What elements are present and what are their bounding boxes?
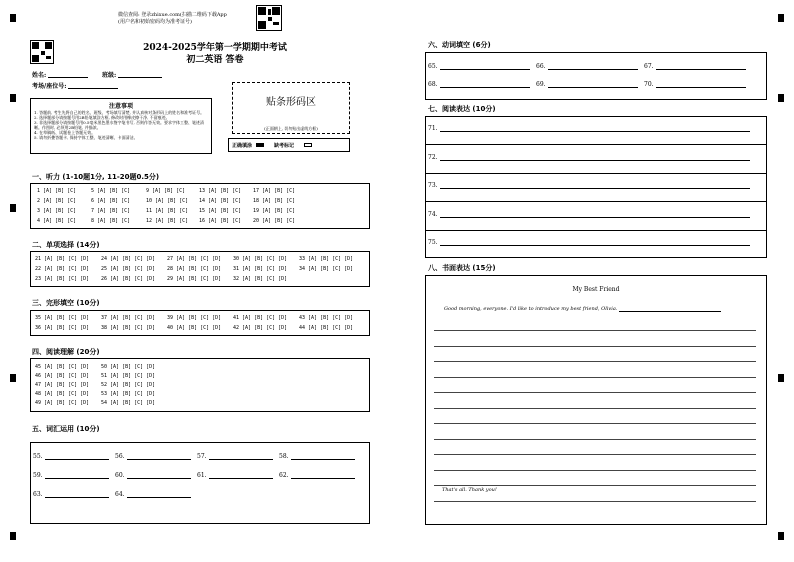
reading-expression-line[interactable]: 71. (428, 125, 750, 132)
verb-answer-line[interactable]: 67. (644, 63, 746, 70)
row-divider (426, 173, 766, 174)
writing-title: My Best Friend (572, 286, 620, 293)
writing-line[interactable] (434, 423, 756, 424)
verb-answer-line[interactable]: 70. (644, 81, 746, 88)
notice-item: 3. 非选择题部分请按题号用0.5毫米黑色墨水签字笔书写, 否则作答无效。要求字体工整、笔迹清晰。作图时, 必须用2B铅笔, 并描浓。 (34, 120, 204, 130)
vocab-answer-line[interactable]: 59. (33, 472, 109, 479)
writing-line[interactable] (434, 439, 756, 440)
cloze-option-row[interactable]: 35 [A] [B] [C] [D] (35, 315, 90, 321)
vocab-answer-line[interactable]: 55. (33, 453, 109, 460)
notice-item: 5. 请勿折叠答题卡, 保持字体工整、笔迹清晰、卡面清洁。 (34, 135, 138, 140)
reading-option-row[interactable]: 48 [A] [B] [C] [D] (35, 391, 90, 397)
barcode-note: (正面朝上, 切勿贴出虚线方框) (264, 126, 318, 131)
reading-expression-line[interactable]: 74. (428, 211, 750, 218)
vocab-answer-line[interactable]: 56. (115, 453, 191, 460)
vocab-answer-line[interactable]: 64. (115, 491, 191, 498)
reading-expression-line[interactable]: 75. (428, 239, 750, 246)
section-verbs-heading: 六、动词填空 (6分) (428, 41, 491, 49)
writing-line[interactable] (434, 408, 756, 409)
listening-option-row[interactable]: 20 [A] [B] [C] (253, 218, 296, 224)
notice-item: 4. 在草稿纸、试题卷上答题无效。 (34, 130, 96, 135)
exam-title: 2024-2025学年第一学期期中考试 (143, 43, 287, 53)
cloze-option-row[interactable]: 42 [A] [B] [C] [D] (233, 325, 288, 331)
registration-mark (778, 532, 784, 540)
verb-answer-line[interactable]: 66. (536, 63, 638, 70)
vocab-answer-line[interactable]: 57. (197, 453, 273, 460)
writing-line[interactable] (434, 330, 756, 331)
reading-option-row[interactable]: 54 [A] [B] [C] [D] (101, 400, 156, 406)
writing-line[interactable] (434, 346, 756, 347)
verb-answer-line[interactable]: 69. (536, 81, 638, 88)
barcode-area (232, 82, 350, 134)
vocab-answer-box (30, 442, 370, 524)
registration-mark (10, 94, 16, 102)
reading-answer-box (30, 358, 370, 412)
listening-option-row[interactable]: 13 [A] [B] [C] (199, 188, 242, 194)
single-choice-option-row[interactable]: 28 [A] [B] [C] [D] (167, 266, 222, 272)
row-divider (426, 230, 766, 231)
listening-option-row[interactable]: 18 [A] [B] [C] (253, 198, 296, 204)
scan-note: 微信查阅: 登录zhixue.com(扫描二维码下载App (用户名和初始密码均为准考证号) (118, 12, 227, 25)
listening-option-row[interactable]: 10 [A] [B] [C] (146, 198, 189, 204)
cloze-option-row[interactable]: 40 [A] [B] [C] [D] (167, 325, 222, 331)
vocab-answer-line[interactable]: 60. (115, 472, 191, 479)
fill-sample-box: 正确填涂 缺考标记 (228, 138, 350, 152)
single-choice-option-row[interactable]: 25 [A] [B] [C] [D] (101, 266, 156, 272)
listening-option-row[interactable]: 5 [A] [B] [C] (91, 188, 131, 194)
single-choice-option-row[interactable]: 21 [A] [B] [C] [D] (35, 256, 90, 262)
reading-option-row[interactable]: 52 [A] [B] [C] [D] (101, 382, 156, 388)
writing-line[interactable] (434, 377, 756, 378)
writing-line[interactable] (434, 485, 756, 486)
cloze-option-row[interactable]: 36 [A] [B] [C] [D] (35, 325, 90, 331)
seat-field[interactable]: 考场/座位号: (32, 83, 118, 91)
single-choice-answer-box (30, 251, 370, 287)
registration-mark (10, 14, 16, 22)
listening-option-row[interactable]: 4 [A] [B] [C] (37, 218, 77, 224)
listening-option-row[interactable]: 19 [A] [B] [C] (253, 208, 296, 214)
writing-closing: That's all. Thank you! (442, 487, 497, 493)
writing-line[interactable] (434, 501, 756, 502)
reading-option-row[interactable]: 50 [A] [B] [C] [D] (101, 364, 156, 370)
listening-option-row[interactable]: 8 [A] [B] [C] (91, 218, 131, 224)
single-choice-option-row[interactable]: 31 [A] [B] [C] [D] (233, 266, 288, 272)
notice-title: 注意事项 (108, 103, 133, 110)
section-listening-heading: 一、听力 (1-10题1分, 11-20题0.5分) (32, 173, 160, 181)
listening-answer-box (30, 183, 370, 229)
notice-item: 2. 选择题部分请按题号用2B铅笔填涂方框, 修改时用橡皮擦干净, 不留痕迹。 (34, 115, 170, 120)
registration-mark (778, 374, 784, 382)
single-choice-option-row[interactable]: 30 [A] [B] [C] [D] (233, 256, 288, 262)
app-qr-code (256, 5, 282, 31)
vocab-answer-line[interactable]: 62. (279, 472, 355, 479)
writing-opening[interactable]: Good morning, everyone. I'd like to introduce my best friend, Olivia. (444, 306, 721, 312)
listening-option-row[interactable]: 1 [A] [B] [C] (37, 188, 77, 194)
writing-line[interactable] (434, 361, 756, 362)
vocab-answer-line[interactable]: 58. (279, 453, 355, 460)
writing-line[interactable] (434, 454, 756, 455)
writing-line[interactable] (434, 392, 756, 393)
single-choice-option-row[interactable]: 29 [A] [B] [C] [D] (167, 276, 222, 282)
single-choice-option-row[interactable]: 27 [A] [B] [C] [D] (167, 256, 222, 262)
listening-option-row[interactable]: 6 [A] [B] [C] (91, 198, 131, 204)
registration-mark (10, 374, 16, 382)
listening-option-row[interactable]: 14 [A] [B] [C] (199, 198, 242, 204)
registration-mark (778, 94, 784, 102)
notice-box (30, 98, 212, 154)
single-choice-option-row[interactable]: 24 [A] [B] [C] [D] (101, 256, 156, 262)
listening-option-row[interactable]: 15 [A] [B] [C] (199, 208, 242, 214)
barcode-label: 贴条形码区 (266, 97, 316, 108)
section-reading-expression-heading: 七、阅读表达 (10分) (428, 105, 496, 113)
registration-mark (778, 14, 784, 22)
cloze-option-row[interactable]: 39 [A] [B] [C] [D] (167, 315, 222, 321)
row-divider (426, 201, 766, 202)
filled-mark-icon (256, 143, 264, 147)
listening-option-row[interactable]: 17 [A] [B] [C] (253, 188, 296, 194)
section-cloze-heading: 三、完形填空 (10分) (32, 299, 100, 307)
cloze-option-row[interactable]: 41 [A] [B] [C] [D] (233, 315, 288, 321)
listening-option-row[interactable]: 7 [A] [B] [C] (91, 208, 131, 214)
reading-expression-line[interactable]: 73. (428, 182, 750, 189)
listening-option-row[interactable]: 12 [A] [B] [C] (146, 218, 189, 224)
single-choice-option-row[interactable]: 26 [A] [B] [C] [D] (101, 276, 156, 282)
reading-expression-box (425, 116, 767, 258)
class-field[interactable]: 班级: (102, 72, 162, 80)
section-reading-heading: 四、阅读理解 (20分) (32, 348, 100, 356)
listening-option-row[interactable]: 9 [A] [B] [C] (146, 188, 186, 194)
reading-option-row[interactable]: 51 [A] [B] [C] [D] (101, 373, 156, 379)
listening-option-row[interactable]: 2 [A] [B] [C] (37, 198, 77, 204)
reading-expression-line[interactable]: 72. (428, 154, 750, 161)
listening-option-row[interactable]: 16 [A] [B] [C] (199, 218, 242, 224)
listening-option-row[interactable]: 3 [A] [B] [C] (37, 208, 77, 214)
row-divider (426, 144, 766, 145)
name-field[interactable]: 姓名: (32, 72, 88, 80)
vocab-answer-line[interactable]: 63. (33, 491, 109, 498)
verbs-answer-box (425, 52, 767, 100)
exam-subtitle: 初二英语 答卷 (186, 55, 244, 65)
absent-mark-icon[interactable] (304, 143, 312, 147)
student-qr-code (30, 40, 54, 64)
cloze-answer-box (30, 310, 370, 336)
vocab-answer-line[interactable]: 61. (197, 472, 273, 479)
reading-option-row[interactable]: 53 [A] [B] [C] [D] (101, 391, 156, 397)
writing-box (425, 275, 767, 525)
cloze-option-row[interactable]: 37 [A] [B] [C] [D] (101, 315, 156, 321)
single-choice-option-row[interactable]: 33 [A] [B] [C] [D] (299, 256, 354, 262)
verb-answer-line[interactable]: 68. (428, 81, 530, 88)
single-choice-option-row[interactable]: 34 [A] [B] [C] [D] (299, 266, 354, 272)
reading-option-row[interactable]: 45 [A] [B] [C] [D] (35, 364, 90, 370)
cloze-option-row[interactable]: 44 [A] [B] [C] [D] (299, 325, 354, 331)
verb-answer-line[interactable]: 65. (428, 63, 530, 70)
section-vocab-heading: 五、词汇运用 (10分) (32, 425, 100, 433)
cloze-option-row[interactable]: 43 [A] [B] [C] [D] (299, 315, 354, 321)
reading-option-row[interactable]: 49 [A] [B] [C] [D] (35, 400, 90, 406)
listening-option-row[interactable]: 11 [A] [B] [C] (146, 208, 189, 214)
single-choice-option-row[interactable]: 32 [A] [B] [C] [D] (233, 276, 288, 282)
single-choice-option-row[interactable]: 23 [A] [B] [C] [D] (35, 276, 90, 282)
single-choice-option-row[interactable]: 22 [A] [B] [C] [D] (35, 266, 90, 272)
cloze-option-row[interactable]: 38 [A] [B] [C] [D] (101, 325, 156, 331)
notice-item: 1. 答题前, 考生先将自己的姓名、班级、考场填写清楚, 并认真核对条形码上的姓名和准考证号。 (34, 110, 205, 115)
writing-line[interactable] (434, 470, 756, 471)
registration-mark (10, 532, 16, 540)
reading-option-row[interactable]: 47 [A] [B] [C] [D] (35, 382, 90, 388)
registration-mark (10, 204, 16, 212)
section-writing-heading: 八、书面表达 (15分) (428, 264, 496, 272)
section-single-choice-heading: 二、单项选择 (14分) (32, 241, 100, 249)
reading-option-row[interactable]: 46 [A] [B] [C] [D] (35, 373, 90, 379)
